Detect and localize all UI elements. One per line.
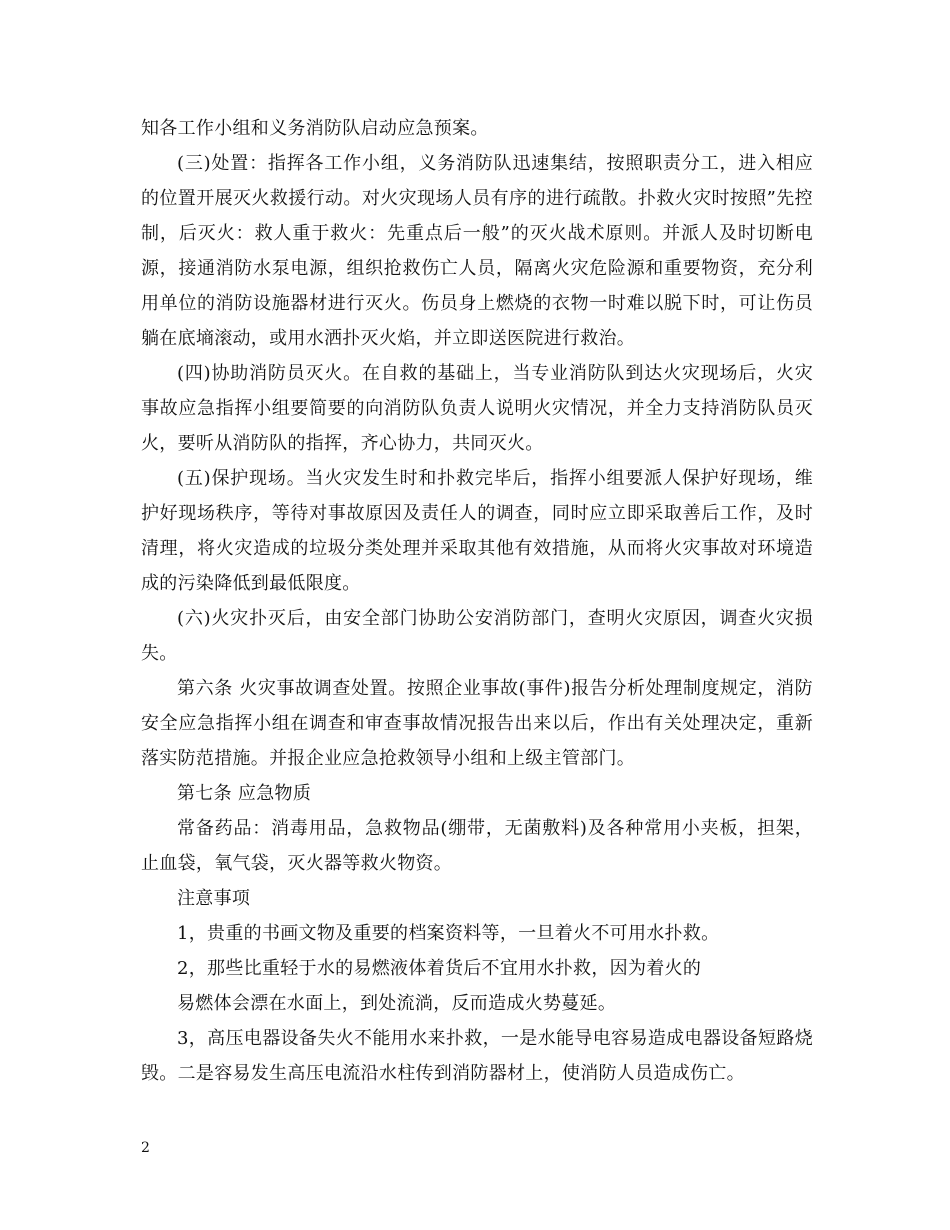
paragraph-standby-medicines: 常备药品：消毒用品，急救物品(绷带，无菌敷料)及各种常用小夹板，担架，止血袋，氧气袋，灭火器等救火物资。 bbox=[141, 818, 813, 874]
paragraph-article-seven-heading: 第七条 应急物质 bbox=[177, 783, 312, 804]
paragraph-protect-scene: (五)保护现场。当火灾发生时和扑救完毕后，指挥小组要派人保护好现场，维护好现场秩序，等待对事故原因及责任人的调查，同时应立即采取善后工作，及时清理，将火灾造成的垃圾分类处理并采取其他有效措施，从而将火灾事故对环境造成的污染降低到最低限度。 bbox=[141, 468, 813, 594]
document-body bbox=[141, 111, 813, 1091]
paragraph-note-1: 1，贵重的书画文物及重要的档案资料等，一旦着火不可用水扑救。 bbox=[177, 923, 720, 944]
paragraph-article-six: 第六条 火灾事故调查处置。按照企业事故(事件)报告分析处理制度规定，消防安全应急指挥小组在调查和审查事故情况报告出来以后，作出有关处理决定，重新落实防范措施。并报企业应急抢救领导小组和上级主管部门。 bbox=[141, 678, 813, 769]
paragraph-after-extinguish: (六)火灾扑灭后，由安全部门协助公安消防部门，查明火灾原因，调查火灾损失。 bbox=[141, 608, 813, 664]
paragraph-notes-heading: 注意事项 bbox=[177, 888, 251, 909]
page-number: 2 bbox=[141, 1140, 150, 1156]
paragraph-note-2: 2，那些比重轻于水的易燃液体着货后不宜用水扑救，因为着火的 bbox=[177, 958, 702, 979]
paragraph-assist-firefighters: (四)协助消防员灭火。在自救的基础上，当专业消防队到达火灾现场后，火灾事故应急指挥小组要简要的向消防队负责人说明火灾情况，并全力支持消防队员灭火，要听从消防队的指挥，齐心协力，共同灭火。 bbox=[141, 363, 813, 454]
paragraph-continuation: 知各工作小组和义务消防队启动应急预案。 bbox=[141, 118, 489, 139]
paragraph-note-3: 3，高压电器设备失火不能用水来扑救，一是水能导电容易造成电器设备短路烧毁。二是容易发生高压电流沿水柱传到消防器材上，使消防人员造成伤亡。 bbox=[141, 1028, 813, 1084]
paragraph-disposal: (三)处置：指挥各工作小组，义务消防队迅速集结，按照职责分工，进入相应的位置开展灭火救援行动。对火灾现场人员有序的进行疏散。扑救火灾时按照”先控制，后灭火：救人重于救火：先重点后一般”的灭火战术原则。并派人及时切断电源，接通消防水泵电源，组织抢救伤亡人员，隔离火灾危险源和重要物资，充分利用单位的消防设施器材进行灭火。伤员身上燃烧的衣物一时难以脱下时，可让伤员躺在底墒滚动，或用水洒扑灭火焰，并立即送医院进行救治。 bbox=[141, 153, 813, 349]
paragraph-note-2-continuation: 易燃体会漂在水面上，到处流淌，反而造成火势蔓延。 bbox=[177, 993, 617, 1014]
